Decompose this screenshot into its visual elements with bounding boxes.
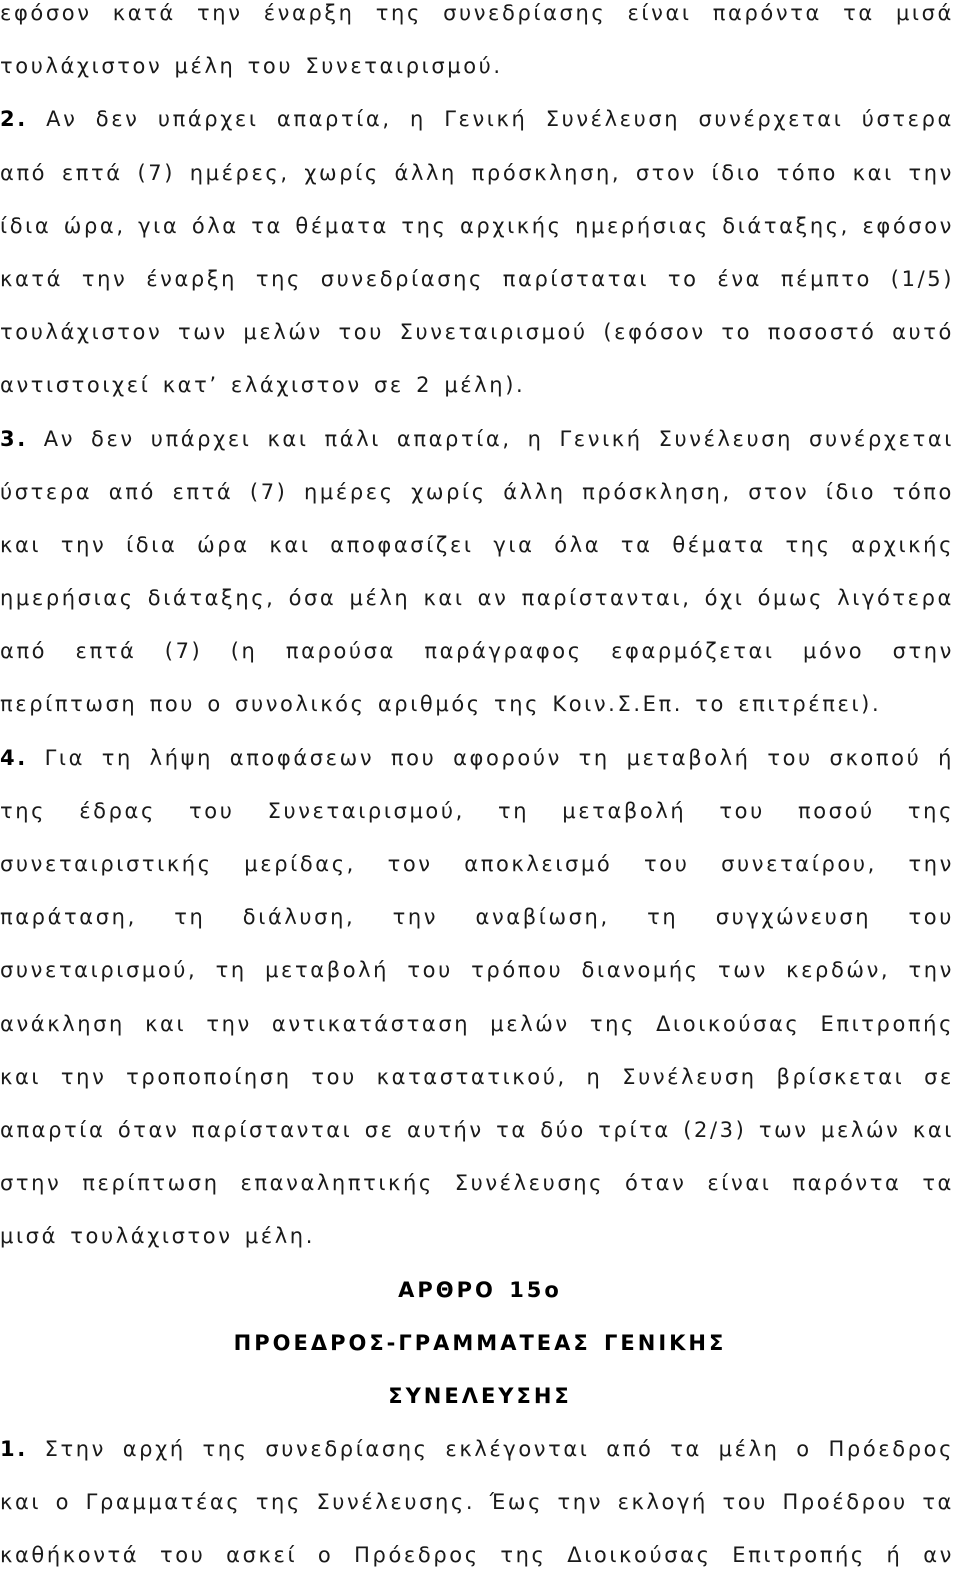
text-line [0,1476,954,1529]
line-text: κατά την έναρξη της συνεδρίασης παρίσταται το ένα πέμπτο (1/5) [0,266,954,291]
line-text: εφόσον κατά την έναρξη της συνεδρίασης είναι παρόντα τα μισά [0,1,954,25]
paragraph-number: 4. [0,745,28,770]
text-line [0,1529,954,1582]
line-text: παράταση, τη διάλυση, την αναβίωση, τη συγχώνευση του [0,905,954,930]
line-text: καθήκοντά του ασκεί ο Πρόεδρος της Διοικούσας Επιτροπής ή αν [0,1543,954,1568]
text-line [0,413,954,466]
text-line [0,200,954,253]
line-text: ανάκληση και την αντικατάσταση μελών της Διοικούσας Επιτροπής [0,1011,954,1036]
text-line [0,678,954,731]
text-line [0,1157,954,1210]
line-text: Στην αρχή της συνεδρίασης εκλέγονται από τα μέλη ο Πρόεδρος [44,1437,954,1462]
text-line [0,0,954,40]
line-text: συνεταιριστικής μερίδας, τον αποκλεισμό του συνεταίρου, την [0,852,954,876]
text-line [0,732,954,785]
line-text: συνεταιρισμού, τη μεταβολή του τρόπου διανομής των κερδών, την [0,958,954,983]
text-line [0,306,954,359]
text-line [0,40,954,93]
paragraph-number: 2. [0,107,28,132]
text-line [0,891,954,944]
text-line [0,838,954,891]
text-line [0,1051,954,1104]
text-line [0,572,954,625]
line-text: στην περίπτωση επαναληπτικής Συνέλευσης όταν είναι παρόντα τα [0,1171,954,1196]
line-text: ίδια ώρα, για όλα τα θέματα της αρχικής ημερήσιας διάταξης, εφόσον [0,213,954,238]
paragraph-number: 3. [0,426,28,451]
line-text: από επτά (7) ημέρες, χωρίς άλλη πρόσκληση, στον ίδιο τόπο και την [0,160,954,185]
line-text: και την τροποποίηση του καταστατικού, η Συνέλευση βρίσκεται σε [0,1064,954,1089]
line-text: μισά τουλάχιστον μέλη. [0,1224,315,1249]
text-line [0,147,954,200]
text-line [0,359,954,412]
text-line [0,944,954,997]
text-line [0,1210,954,1263]
article-subtitle-line-2: ΣΥΝΕΛΕΥΣΗΣ [388,1383,572,1408]
line-text: Αν δεν υπάρχει απαρτία, η Γενική Συνέλευση συνέρχεται ύστερα [46,107,954,132]
line-text: απαρτία όταν παρίστανται σε αυτήν τα δύο τρίτα (2/3) των μελών και [0,1117,954,1142]
line-text: τουλάχιστον των μελών του Συνεταιρισμού (εφόσον το ποσοστό αυτό [0,320,954,345]
line-text: από επτά (7) (η παρούσα παράγραφος εφαρμόζεται μόνο στην [0,639,954,664]
line-text: της έδρας του Συνεταιρισμού, τη μεταβολή του ποσού της [0,798,954,823]
line-text: περίπτωση που ο συνολικός αριθμός της Κοιν.Σ.Επ. το επιτρέπει). [0,692,882,717]
text-line [0,998,954,1051]
text-line [0,466,954,519]
line-text: και την ίδια ώρα και αποφασίζει για όλα τα θέματα της αρχικής [0,532,954,557]
article-title: ΑΡΘΡΟ 15ο [398,1277,562,1302]
text-line [0,625,954,678]
text-line [0,93,954,146]
text-line [0,253,954,306]
line-text: τουλάχιστον μέλη του Συνεταιρισμού. [0,54,503,79]
paragraph-number: 1. [0,1437,28,1462]
line-text: αντιστοιχεί κατ’ ελάχιστον σε 2 μέλη). [0,373,526,398]
line-text: Για τη λήψη αποφάσεων που αφορούν τη μεταβολή του σκοπού ή [44,745,954,770]
line-text: ύστερα από επτά (7) ημέρες χωρίς άλλη πρόσκληση, στον ίδιο τόπο [0,479,954,504]
text-line [0,1104,954,1157]
text-line [0,519,954,572]
text-line [0,785,954,838]
text-line [0,1423,954,1476]
line-text: Αν δεν υπάρχει και πάλι απαρτία, η Γενική Συνέλευση συνέρχεται [43,426,954,451]
line-text: ημερήσιας διάταξης, όσα μέλη και αν παρίστανται, όχι όμως λιγότερα [0,586,954,611]
article-subtitle-line-1: ΠΡΟΕΔΡΟΣ-ΓΡΑΜΜΑΤΕΑΣ ΓΕΝΙΚΗΣ [233,1330,727,1355]
line-text: και ο Γραμματέας της Συνέλευσης. Έως την εκλογή του Προέδρου τα [0,1490,954,1515]
article-15-lines [0,1423,954,1583]
